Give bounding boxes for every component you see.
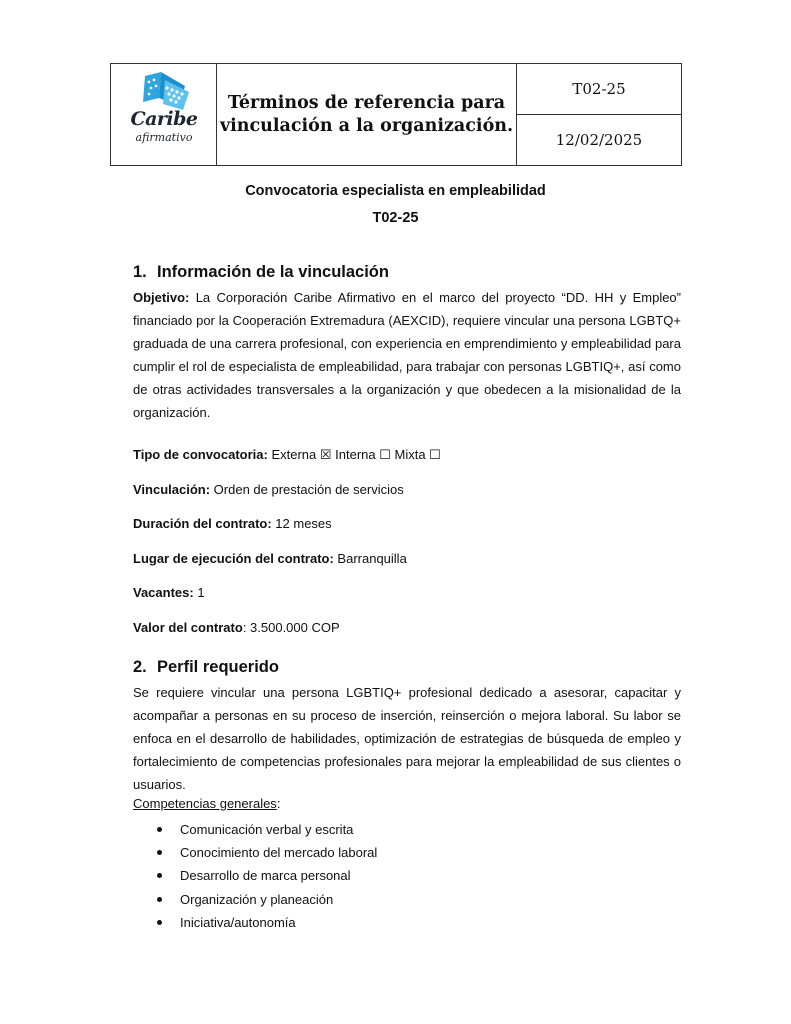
list-item: Iniciativa/autonomía	[133, 911, 377, 934]
list-item: Organización y planeación	[133, 888, 377, 911]
section2-heading	[133, 658, 279, 677]
logo-graphic-icon	[139, 72, 193, 112]
objective-text: La Corporación Caribe Afirmativo en el marco del proyecto “DD. HH y Empleo” financiado por la Cooperación Extremadura (AEXCID), requiere vincular una persona LGBTQ+ graduada de una carrera profesional, con experiencia en emprendimiento y empleabilidad para cumplir el rol de especialista de empleabilidad, para trabajar con personas LGBTIQ+, así como de otras actividades transversales a la organización y que obedecen a la misionalidad de la organización.	[133, 290, 681, 420]
header-title-line2: vinculación a la organización.	[219, 115, 514, 136]
header-title-line1: Términos de referencia para	[227, 92, 506, 113]
field-duracion	[133, 516, 332, 531]
field-label: Lugar de ejecución del contrato:	[133, 551, 334, 566]
field-label: Vacantes:	[133, 585, 194, 600]
field-lugar	[133, 551, 407, 566]
section1-heading-text: Información de la vinculación	[157, 263, 389, 281]
field-vacantes	[133, 585, 205, 600]
section1-number: 1.	[133, 263, 147, 281]
document-date: 12/02/2025	[555, 131, 643, 149]
header-title	[217, 64, 517, 165]
section1-heading	[133, 263, 389, 282]
field-value: Barranquilla	[333, 551, 407, 566]
logo-text-sub: afirmativo	[135, 131, 193, 144]
field-label: Vinculación:	[133, 482, 211, 497]
field-value: Orden de prestación de servicios	[210, 482, 404, 497]
field-vinculacion	[133, 482, 404, 497]
field-label: Duración del contrato:	[133, 516, 272, 531]
field-label: Tipo de convocatoria:	[133, 447, 268, 462]
section2-number: 2.	[133, 658, 147, 676]
field-value: : 3.500.000 COP	[242, 620, 340, 635]
field-label: Valor del contrato	[133, 620, 243, 635]
competencies-list	[133, 818, 377, 934]
field-value: Externa ☒ Interna ☐ Mixta ☐	[267, 447, 441, 462]
profile-paragraph: Se requiere vincular una persona LGBTIQ+ profesional dedicado a asesorar, capacitar y acompañar a personas en su proceso de inserción, reinserción o mejora laboral. Su labor se enfoca en el desarrollo de habilidades, optimización de estrategias de búsqueda de empleo y fortalecimiento de competencias profesionales para mejorar la empleabilidad de sus clientes o usuarios.	[133, 685, 681, 792]
document-code: T02-25	[517, 64, 681, 115]
field-tipo-convocatoria	[133, 447, 441, 463]
section2-heading-text: Perfil requerido	[157, 658, 279, 676]
competencies-label: Competencias generales	[133, 796, 277, 811]
logo-text-main: Caribe	[130, 108, 198, 130]
objective-paragraph	[133, 286, 681, 424]
competencies-heading	[133, 796, 280, 811]
list-item: Comunicación verbal y escrita	[133, 818, 377, 841]
competencies-colon: :	[276, 796, 281, 811]
doc-title-line1: Convocatoria especialista en empleabilidad	[245, 183, 546, 199]
doc-title-line2: T02-25	[372, 210, 419, 226]
field-value: 1	[193, 585, 205, 600]
objective-label: Objetivo:	[133, 290, 190, 305]
header-table	[110, 63, 682, 166]
logo	[111, 64, 217, 165]
list-item: Conocimiento del mercado laboral	[133, 841, 377, 864]
field-value: 12 meses	[271, 516, 332, 531]
list-item: Desarrollo de marca personal	[133, 864, 377, 887]
field-valor	[133, 620, 340, 635]
